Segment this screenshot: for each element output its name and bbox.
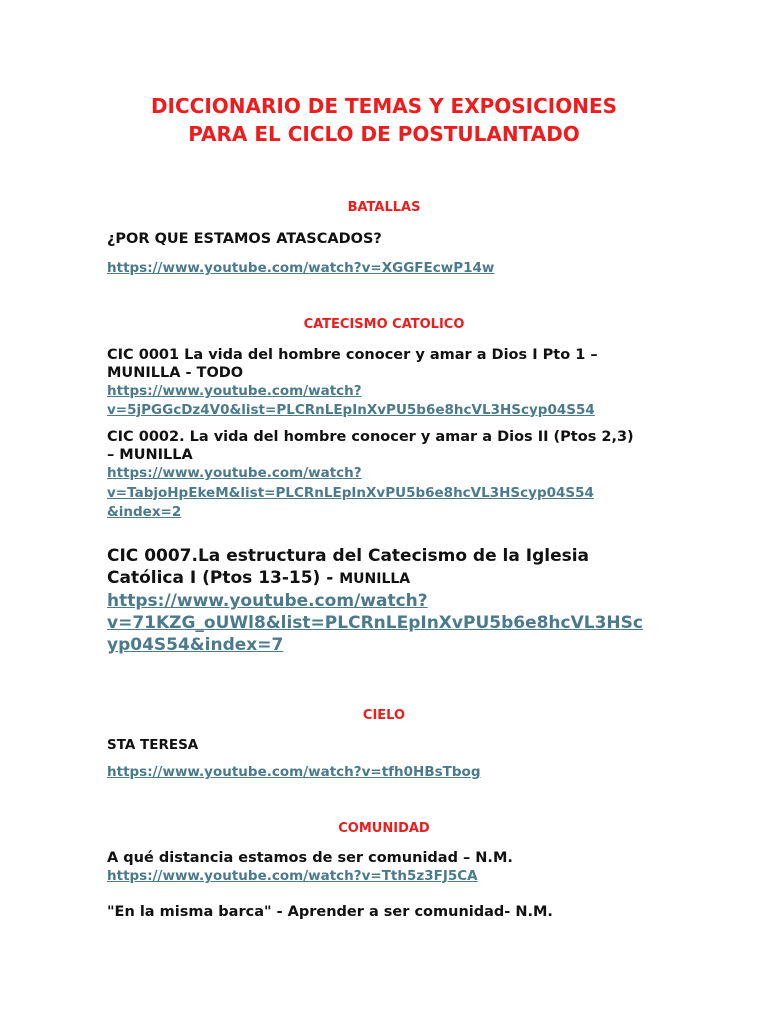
section-heading-batallas: BATALLAS	[347, 200, 421, 215]
entry-title-line-1: CIC 0002. La vida del hombre conocer y amar a Dios II (Ptos 2,3)	[107, 429, 634, 445]
youtube-link-line-1[interactable]: https://www.youtube.com/watch?	[107, 383, 362, 399]
entry-misma-barca	[107, 903, 667, 921]
entry-sta-teresa	[107, 736, 667, 754]
entry-title-line-2: – MUNILLA	[107, 447, 193, 463]
entry-title-line-2: MUNILLA - TODO	[107, 365, 244, 381]
section-heading-comunidad: COMUNIDAD	[338, 821, 430, 836]
youtube-link-line-2[interactable]: v=71KZG_oUWl8&list=PLCRnLEpInXvPU5b6e8hcVL3HSc	[107, 613, 643, 633]
youtube-link-line-3[interactable]: &index=2	[107, 504, 182, 520]
entry-title-text: Católica I (Ptos 13-15) -	[107, 568, 340, 588]
entry-title: STA TERESA	[107, 737, 199, 753]
entry-title: A qué distancia estamos de ser comunidad – N.M.	[107, 850, 513, 866]
youtube-link-line-2[interactable]: v=TabjoHpEkeM&list=PLCRnLEpInXvPU5b6e8hcVL3HScyp04S54	[107, 484, 594, 501]
entry-title: ¿POR QUE ESTAMOS ATASCADOS?	[107, 231, 382, 247]
document-title	[0, 92, 768, 148]
document-title-line-1: DICCIONARIO DE TEMAS Y EXPOSICIONES	[150, 94, 618, 118]
youtube-link-line-1[interactable]: https://www.youtube.com/watch?	[107, 465, 362, 481]
youtube-link-line-3[interactable]: yp04S54&index=7	[107, 635, 284, 655]
document-title-line-2: PARA EL CICLO DE POSTULANTADO	[188, 122, 580, 146]
entry-atascados	[107, 230, 667, 248]
youtube-link[interactable]: https://www.youtube.com/watch?v=Tth5z3FJ5CA	[107, 868, 478, 884]
youtube-link-line-2[interactable]: v=5jPGGcDz4V0&list=PLCRnLEpInXvPU5b6e8hcVL3HScyp04S54	[107, 401, 595, 418]
entry-sta-teresa-link-block	[107, 763, 667, 783]
entry-distancia-comunidad	[107, 849, 667, 887]
section-heading-catecismo: CATECISMO CATOLICO	[303, 317, 465, 332]
entry-title-line-1: CIC 0001 La vida del hombre conocer y amar a Dios I Pto 1 –	[107, 347, 598, 363]
youtube-link[interactable]: https://www.youtube.com/watch?v=tfh0HBsTbog	[107, 764, 481, 780]
section-heading-cielo: CIELO	[362, 708, 406, 723]
entry-cic-0007	[107, 545, 687, 656]
entry-author: MUNILLA	[339, 571, 411, 587]
entry-cic-0001	[107, 346, 667, 420]
youtube-link-line-1[interactable]: https://www.youtube.com/watch?	[107, 591, 428, 611]
entry-title-line-2	[107, 567, 687, 590]
youtube-link[interactable]: https://www.youtube.com/watch?v=XGGFEcwP14w	[107, 260, 495, 276]
entry-title: "En la misma barca" - Aprender a ser comunidad- N.M.	[107, 904, 553, 920]
entry-title-line-1: CIC 0007.La estructura del Catecismo de la Iglesia	[107, 546, 590, 566]
entry-atascados-link-block	[107, 259, 667, 279]
entry-cic-0002	[107, 428, 667, 523]
